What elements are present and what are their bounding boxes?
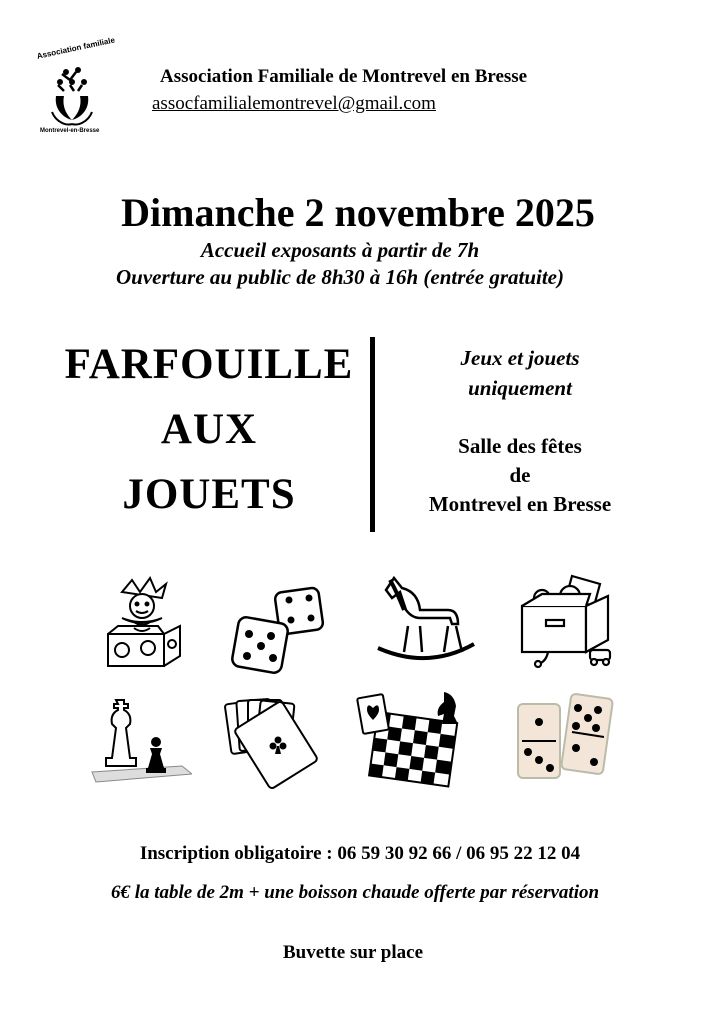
association-logo	[36, 35, 116, 138]
logo-top-text: Association familiale	[36, 35, 116, 61]
title-line-2: AUX	[160, 406, 258, 453]
dice-icon	[225, 580, 335, 680]
email-link[interactable]: assocfamilialemontrevel@gmail.com	[152, 93, 436, 114]
checkerboard-icon	[356, 688, 466, 788]
logo-bottom-text: Montrevel-en-Bresse	[40, 128, 100, 134]
title-line-3: JOUETS	[122, 471, 296, 518]
event-date: Dimanche 2 novembre 2025	[121, 190, 595, 235]
chess-pieces-icon	[82, 690, 192, 790]
dominoes-icon	[510, 690, 620, 790]
venue-line-1: Salle des fêtes	[458, 434, 582, 458]
info-line-2: uniquement	[468, 376, 572, 400]
price-info: 6€ la table de 2m + une boisson chaude offerte par réservation	[110, 882, 600, 903]
registration-info: Inscription obligatoire : 06 59 30 92 66 / 06 95 22 12 04	[139, 843, 581, 864]
family-hands-icon	[36, 52, 114, 138]
info-line-1: Jeux et jouets	[460, 346, 580, 370]
jack-in-the-box-icon	[92, 570, 202, 670]
title-line-1: FARFOUILLE	[64, 341, 354, 388]
organization-name: Association Familiale de Montrevel en Bresse	[160, 66, 528, 87]
opening-hours: Ouverture au public de 8h30 à 16h (entrée gratuite)	[115, 265, 564, 289]
toy-box-icon	[512, 570, 622, 670]
bar-info: Buvette sur place	[282, 942, 424, 963]
playing-cards-icon	[218, 690, 328, 790]
rocking-horse-icon	[368, 570, 478, 670]
vertical-divider	[370, 337, 375, 532]
exhibitor-time: Accueil exposants à partir de 7h	[200, 238, 480, 262]
venue-line-3: Montrevel en Bresse	[428, 492, 612, 516]
venue-line-2: de	[509, 463, 531, 487]
